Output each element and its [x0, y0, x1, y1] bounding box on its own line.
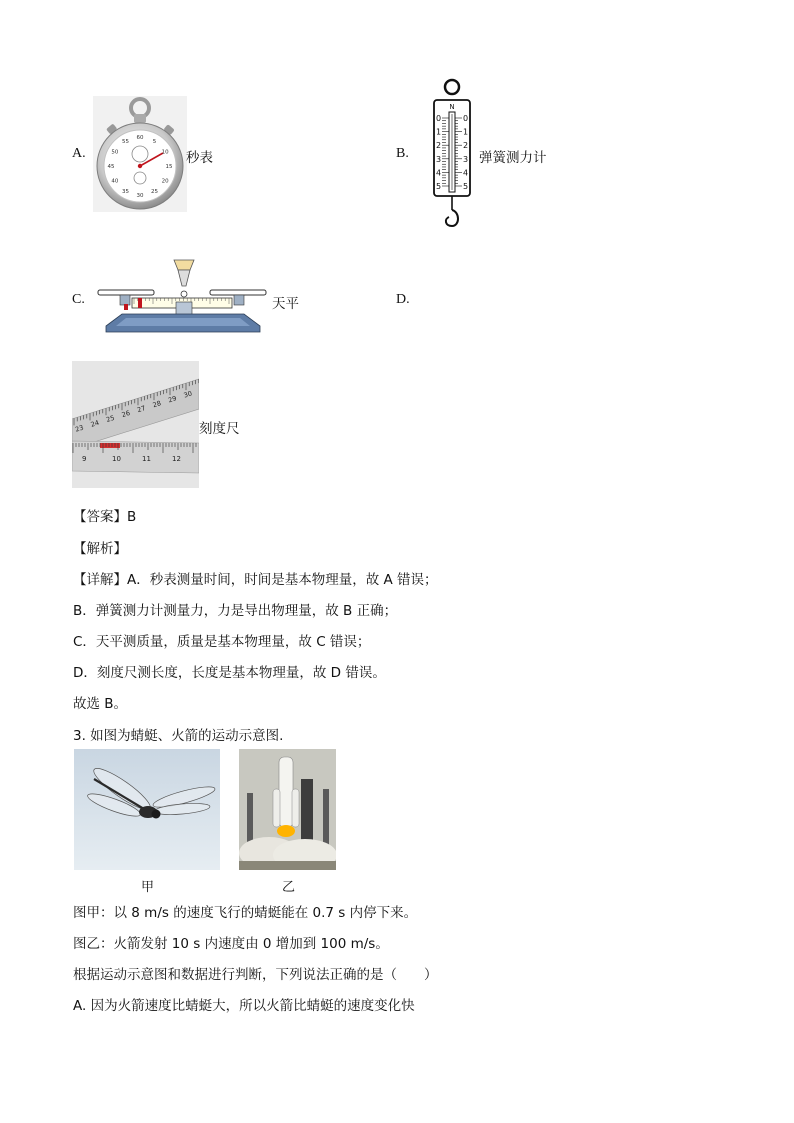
ruler-number: 24	[89, 418, 101, 429]
scale-number-left: 1	[436, 127, 442, 137]
scale-number-left: 2	[436, 141, 442, 151]
dragonfly-image	[74, 749, 220, 870]
dial-number: 25	[151, 189, 158, 196]
conclusion-line: 故选 B。	[73, 696, 128, 712]
figure-jia-description: 图甲：以 8 m/s 的速度飞行的蜻蜓能在 0.7 s 内停下来。	[73, 905, 418, 921]
dial-number: 30	[136, 193, 144, 199]
question-prompt: 根据运动示意图和数据进行判断，下列说法正确的是（ ）	[73, 967, 438, 983]
scale-number-right: 3	[463, 154, 469, 164]
ruler-number: 11	[142, 455, 151, 463]
analysis-heading: 【解析】	[73, 541, 127, 557]
unit-label: N	[449, 103, 455, 111]
scale-number-right: 0	[463, 114, 469, 123]
ruler-icon	[72, 361, 199, 488]
option-a-letter: A.	[72, 146, 86, 161]
label-yi: 乙	[282, 880, 296, 895]
rocket-image	[239, 749, 336, 870]
dragonfly-icon	[74, 749, 220, 870]
figure-yi-description: 图乙：火箭发射 10 s 内速度由 0 增加到 100 m/s。	[73, 936, 389, 952]
dial-number: 10	[161, 149, 169, 156]
stopwatch-icon	[93, 96, 187, 212]
option-c-caption: 天平	[272, 296, 299, 312]
option-d-caption: 刻度尺	[199, 421, 240, 437]
dial-number: 20	[161, 178, 169, 185]
ruler-number: 27	[136, 404, 147, 415]
spring-scale-image	[430, 78, 474, 238]
stopwatch-image	[93, 96, 187, 212]
scale-number-right: 2	[463, 141, 469, 151]
option-b-caption: 弹簧测力计	[479, 150, 547, 166]
analysis-line-2: B．弹簧测力计测量力，力是导出物理量，故 B 正确；	[73, 603, 398, 619]
scale-number-right: 1	[463, 127, 469, 137]
dial-number: 55	[122, 138, 129, 145]
ruler-number: 23	[74, 423, 85, 434]
ruler-number: 30	[182, 389, 194, 400]
analysis-line-3: C．天平测质量，质量是基本物理量，故 C 错误；	[73, 634, 371, 650]
balance-icon	[96, 256, 268, 336]
analysis-line-4: D．刻度尺测长度，长度是基本物理量，故 D 错误。	[73, 665, 386, 681]
answer-line: 【答案】B	[73, 509, 137, 525]
dial-number: 40	[111, 178, 119, 185]
rocket-icon	[239, 749, 336, 870]
option-d-letter: D.	[396, 292, 410, 307]
ruler-image	[72, 361, 199, 488]
ruler-number: 26	[120, 408, 132, 420]
scale-number-left: 3	[436, 154, 442, 164]
dial-number: 45	[107, 164, 115, 170]
ruler-number: 28	[151, 399, 163, 410]
ruler-number: 9	[82, 455, 87, 463]
question-3-title: 3. 如图为蜻蜓、火箭的运动示意图.	[73, 728, 284, 744]
scale-number-left: 0	[436, 114, 442, 123]
ruler-number: 10	[112, 455, 121, 463]
dial-number: 5	[152, 138, 157, 145]
ruler-number: 29	[167, 394, 178, 405]
scale-number-left: 4	[436, 168, 442, 178]
scale-number-left: 5	[436, 182, 442, 191]
dial-number: 35	[122, 189, 129, 196]
analysis-line-1: 【详解】A．秒表测量时间，时间是基本物理量，故 A 错误；	[73, 572, 438, 588]
balance-image	[96, 256, 268, 336]
question-3-option-a: A. 因为火箭速度比蜻蜓大，所以火箭比蜻蜓的速度变化快	[73, 998, 415, 1014]
ruler-number: 12	[172, 455, 181, 463]
option-c-letter: C.	[72, 292, 85, 307]
spring-scale-icon	[430, 78, 474, 238]
option-b-letter: B.	[396, 146, 409, 161]
label-jia: 甲	[141, 880, 155, 895]
scale-number-right: 5	[463, 182, 469, 191]
dial-number: 50	[111, 149, 119, 156]
option-a-caption: 秒表	[186, 150, 213, 166]
ruler-number: 25	[105, 413, 116, 424]
dial-number: 60	[136, 135, 144, 141]
scale-number-right: 4	[463, 168, 469, 178]
dial-number: 15	[165, 164, 173, 170]
